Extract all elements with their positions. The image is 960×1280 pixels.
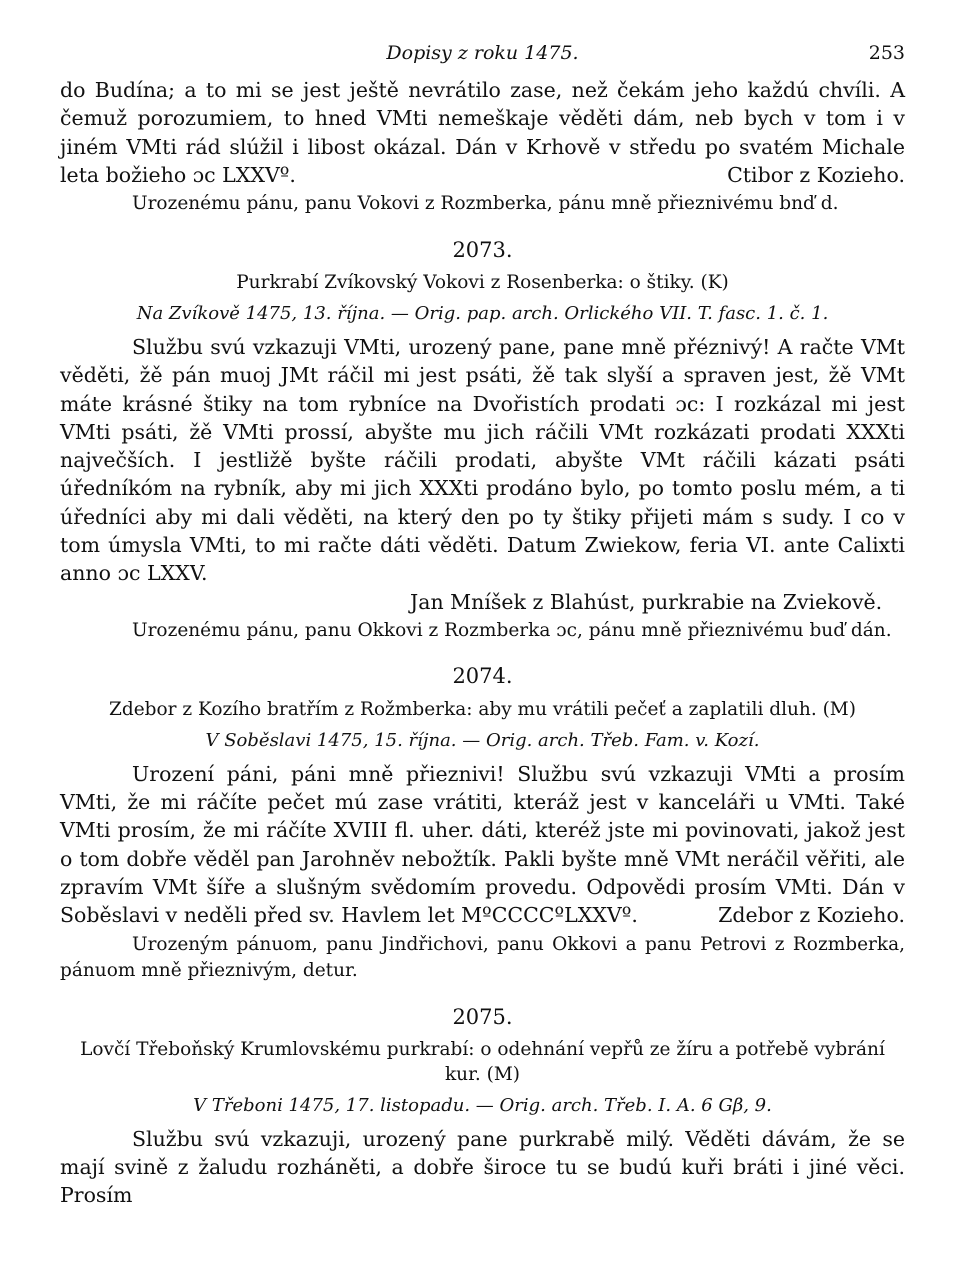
- continuation-text: do Budína; a to mi se jest ještě nevrátilo zase, než čekám jeho každú chvíli. A čemuž porozumiem, to hned VMti nemeškaje věděti dám, neb bych v tom i v jiném VMti rád slúžil i libost okázal. Dán v Krhově v středu po svatém Michale leta božieho ɔc LXXVº.: [60, 78, 905, 187]
- book-page: [60, 38, 905, 1210]
- running-title: Dopisy z roku 1475.: [386, 42, 579, 64]
- letter-number: 2073.: [452, 237, 513, 262]
- letter-signature: Zdebor z Kozieho.: [718, 903, 905, 928]
- page-number: 253: [868, 42, 905, 64]
- page-header: [60, 38, 905, 76]
- letter-source: Na Zvíkově 1475, 13. října. — Orig. pap. arch. Orlického VII. T. fasc. 1. č. 1.: [136, 302, 829, 324]
- letter-text: Službu svú vzkazuji, urozený pane purkrabě milý. Věděti dávám, že se mají svině z žaludu rozháněti, a dobře široce tu se budú kuři bráti i jiné věci. Prosím: [60, 1126, 905, 1208]
- letter-number: 2075.: [452, 1004, 513, 1029]
- letter-signature: Jan Mníšek z Blahúst, purkrabie na Zviekově.: [410, 589, 883, 614]
- letter-address: Urozeným pánuom, panu Jindřichovi, panu Okkovi a panu Petrovi z Rozmberka, pánuom mně přieznivým, detur.: [60, 933, 905, 982]
- letter-heading: Zdebor z Kozího bratřím z Rožmberka: aby mu vrátili pečeť a zaplatili dluh. (M): [109, 698, 856, 720]
- letter-text: Urození páni, páni mně přieznivi! Službu svú vzkazuji VMti a prosím VMti, že mi ráčíte pečet mú zase vrátiti, kteráž jest v kanceláři u VMti. Také VMti prosím, že mi ráčíte XVIII fl. uher. dáti, kteréž jste mi povinovati, jakož jest o tom dobře věděl pan Jarohněv nebožtík. Pakli byšte mně VMt neráčil věřiti, ale zpravím VMt šíře a slušným svědomím provedu. Odpovědi prosím VMti. Dán v Soběslavi v neděli před sv. Havlem let MºCCCCºLXXVº.: [60, 761, 905, 928]
- continuation-signature: Ctibor z Kozieho.: [727, 162, 905, 187]
- continuation-address: Urozenému pánu, panu Vokovi z Rozmberka, pánu mně přieznivému bnď d.: [132, 193, 839, 215]
- letter-source: V Soběslavi 1475, 15. října. — Orig. arch. Třeb. Fam. v. Kozí.: [205, 729, 760, 751]
- letter-heading: Purkrabí Zvíkovský Vokovi z Rosenberka: o štiky. (K): [236, 271, 729, 293]
- letter-address: Urozenému pánu, panu Okkovi z Rozmberka ɔc, pánu mně přieznivému buď dán.: [132, 619, 892, 641]
- letter-heading: Lovčí Třeboňský Krumlovskému purkrabí: o odehnání vepřů ze žíru a potřebě vybrání kur. (M): [80, 1038, 885, 1085]
- page-body: [60, 76, 905, 1210]
- letter-text: Službu svú vzkazuji VMti, urozený pane, pane mně přéznivý! A račte VMt věděti, žě pán muoj JMt ráčil mi jest psáti, žě tak slyší a spraven jest, žě VMt máte krásné štiky na tom rybníce na Dvořistích prodati ɔc: I rozkázal mi jest VMti psáti, žě VMti prossí, abyšte mu jich ráčili VMt rozkázati prodati XXXti največších. I jestližě byšte ráčili prodati, abyšte VMt ráčili kázati psáti úředníkóm na rybník, aby mi jich XXXti prodáno bylo, po tomto poslu mém, a ti úředníci aby mi dali věděti, na který den po ty štiky přijeti mám s sudy. I co v tom úmysla VMti, to mi račte dáti věděti. Datum Zwiekow, feria VI. ante Calixti anno ɔc LXXV.: [60, 334, 905, 586]
- letter-number: 2074.: [452, 664, 513, 689]
- letter-source: V Třeboni 1475, 17. listopadu. — Orig. arch. Třeb. I. A. 6 Gβ, 9.: [193, 1094, 772, 1116]
